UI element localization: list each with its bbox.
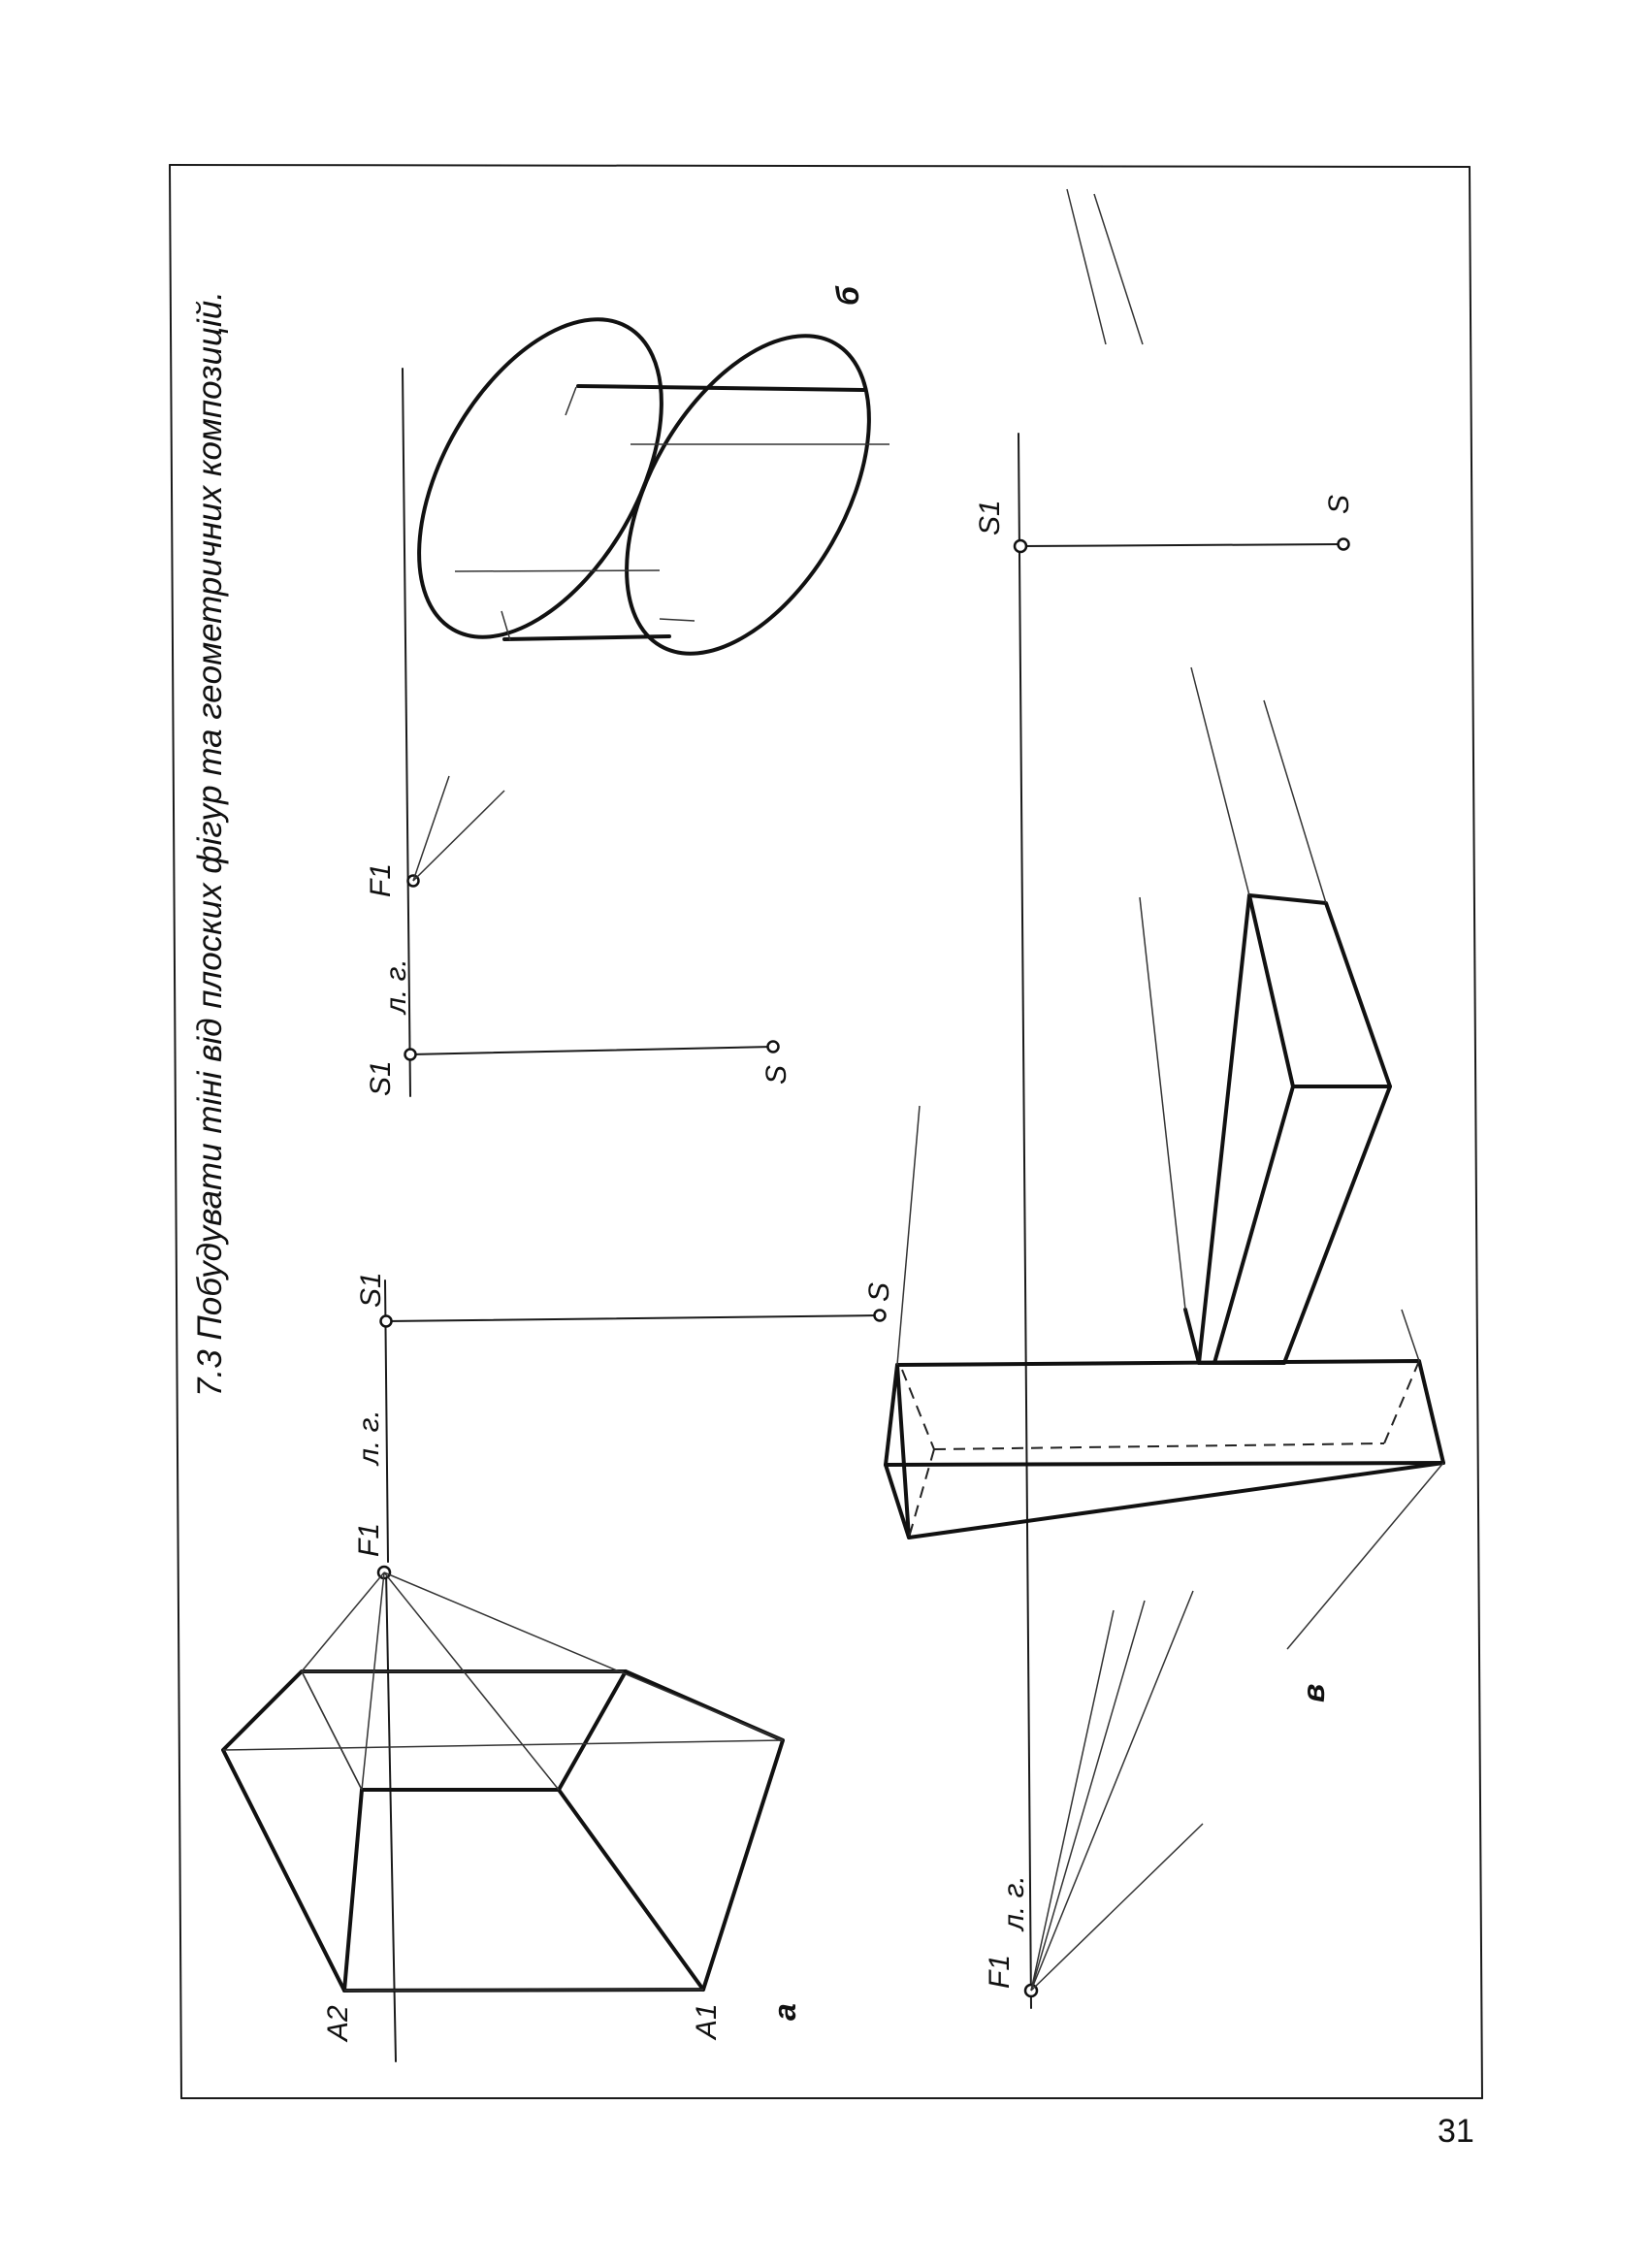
panel-letter-b: б [830,286,865,306]
label-horizon-v: л. г. [998,1875,1030,1930]
f1-rays-v [1031,1591,1203,1991]
point-s-b [768,1042,779,1053]
light-line-a [386,1315,880,1321]
label-a2: A2 [322,2005,354,2041]
label-horizon-a: л. г. [353,1409,385,1465]
point-s-v [1339,539,1349,550]
panel-letter-a: а [767,2003,802,2021]
point-s1-v [1015,540,1026,552]
exercise-title: 7.3 Побудувати тіні від плоских фігур та геометричних композицій. [191,291,229,1397]
horizon-line-v [1018,434,1031,2008]
label-s1-a: S1 [355,1272,387,1308]
label-a1: A1 [691,2003,723,2039]
label-f1-b: F1 [365,862,397,897]
point-s-a [875,1311,886,1321]
horizontal-slab [1140,667,1390,1363]
label-f1-a: F1 [353,1522,385,1557]
label-s-v: S [1323,494,1355,514]
label-f1-v: F1 [984,1954,1016,1989]
label-s-a: S [863,1281,895,1302]
cylinder [369,278,919,695]
label-s-b: S [760,1064,792,1085]
panel-a [223,1272,895,2061]
panel-v [886,189,1443,2008]
panel-b [365,278,920,1096]
panel-letter-v: в [1296,1683,1331,1702]
vertical-block [886,1106,1443,1649]
light-line-b [410,1047,773,1054]
diagonal-lines-top [1067,189,1143,344]
label-horizon-b: л. г. [380,958,412,1014]
f1-rays-b [413,776,504,881]
light-line-v [1020,544,1343,546]
pyramid-frustum [223,1572,783,1991]
point-s1-b [405,1050,416,1060]
page-number: 31 [1438,2113,1474,2150]
label-s1-v: S1 [974,500,1006,535]
label-s1-b: S1 [365,1060,397,1096]
point-s1-a [381,1316,392,1327]
page-frame [170,165,1482,2098]
